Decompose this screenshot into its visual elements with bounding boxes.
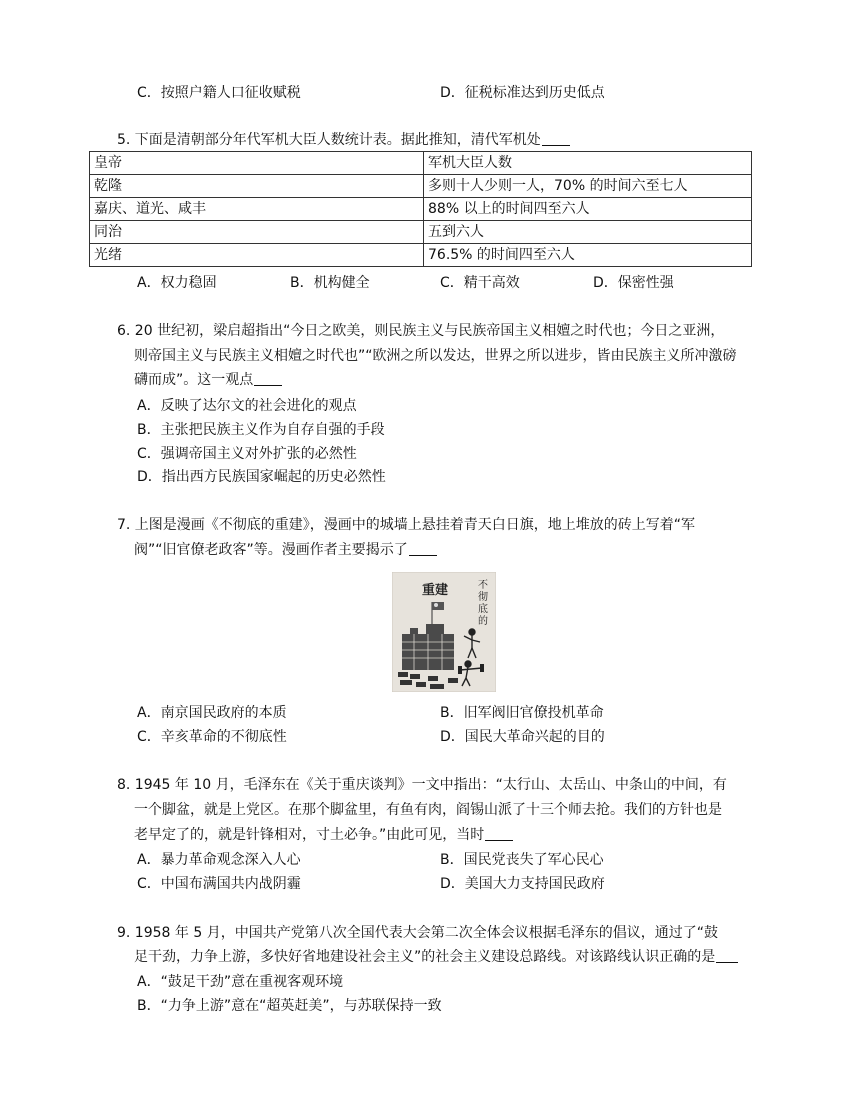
- table-header-cell: 军机大臣人数: [424, 152, 752, 175]
- table-header-row: [90, 152, 752, 175]
- answer-blank: [716, 948, 738, 963]
- q5-option-d: D．保密性强: [593, 275, 674, 291]
- q6-option-b: B．主张把民族主义作为自存自强的手段: [137, 422, 385, 438]
- table-row: [90, 221, 752, 244]
- q9-stem-line1: 9. 1958 年 5 月，中国共产党第八次全国代表大会第二次全体会议根据毛泽东的倡议，通过了“鼓: [117, 925, 718, 941]
- answer-blank: [485, 826, 513, 841]
- q9-option-a: A．“鼓足干劲”意在重视客观环境: [137, 974, 344, 990]
- q5-stem: 5. 下面是清朝部分年代军机大臣人数统计表。据此推知，清代军机处: [117, 131, 570, 149]
- q8-option-a: A．暴力革命观念深入人心: [137, 852, 301, 868]
- cartoon-title-side: 不彻底的: [478, 580, 488, 627]
- q6-stem-line3: 礴而成”。这一观点: [134, 371, 282, 389]
- table-cell: 同治: [90, 221, 424, 244]
- q7-stem-line2: 阀”“旧官僚老政客”等。漫画作者主要揭示了: [134, 541, 437, 559]
- q6-stem-line1: 6. 20 世纪初，梁启超指出“今日之欧美，则民族主义与民族帝国主义相嬗之时代也；今日之亚洲，: [117, 323, 725, 339]
- q7-option-a: A．南京国民政府的本质: [137, 705, 287, 721]
- table-cell: 乾隆: [90, 175, 424, 198]
- answer-blank: [409, 541, 437, 556]
- cartoon-title-main: 重建: [422, 583, 449, 598]
- table-header-cell: 皇帝: [90, 152, 424, 175]
- q8-option-c: C．中国布满国共内战阴霾: [137, 876, 301, 892]
- q4-option-d: D．征税标准达到历史低点: [440, 85, 605, 101]
- q5-option-a: A．权力稳固: [137, 275, 217, 291]
- table-cell: 88% 以上的时间四至六人: [424, 198, 752, 221]
- q9-option-b: B．“力争上游”意在“超英赶美”，与苏联保持一致: [137, 998, 442, 1014]
- answer-blank: [542, 131, 570, 146]
- table-row: [90, 175, 752, 198]
- q8-option-d: D．美国大力支持国民政府: [440, 876, 605, 892]
- q8-stem-line1: 8. 1945 年 10 月，毛泽东在《关于重庆谈判》一文中指出：“太行山、太岳山、中条山的中间，有: [117, 777, 727, 793]
- q5-option-c: C．精干高效: [440, 275, 520, 291]
- q6-option-a: A．反映了达尔文的社会进化的观点: [137, 398, 357, 414]
- q7-stem-line1: 7. 上图是漫画《不彻底的重建》，漫画中的城墙上悬挂着青天白日旗，地上堆放的砖上写着“军: [117, 517, 696, 533]
- q8-stem-line2: 一个脚盆，就是上党区。在那个脚盆里，有鱼有肉，阎锡山派了十三个师去抢。我们的方针也是: [134, 802, 722, 818]
- table-row: [90, 198, 752, 221]
- minister-count-table: [89, 151, 752, 267]
- table-cell: 嘉庆、道光、咸丰: [90, 198, 424, 221]
- table-cell: 光绪: [90, 244, 424, 267]
- q5-option-b: B．机构健全: [290, 275, 370, 291]
- q7-option-c: C．辛亥革命的不彻底性: [137, 729, 287, 745]
- table-cell: 76.5% 的时间四至六人: [424, 244, 752, 267]
- q8-stem-line3: 老早定了的，就是针锋相对，寸土必争。”由此可见，当时: [134, 826, 513, 844]
- table-cell: 五到六人: [424, 221, 752, 244]
- cartoon-image: [392, 572, 496, 692]
- q7-option-d: D．国民大革命兴起的目的: [440, 729, 605, 745]
- q8-option-b: B．国民党丧失了军心民心: [440, 852, 604, 868]
- q9-stem-line2: 足干劲，力争上游，多快好省地建设社会主义”的社会主义建设总路线。对该路线认识正确的是: [134, 948, 738, 966]
- table-row: [90, 244, 752, 267]
- q4-option-c: C．按照户籍人口征收赋税: [137, 85, 301, 101]
- q6-option-c: C．强调帝国主义对外扩张的必然性: [137, 446, 357, 462]
- q6-stem-line2: 则帝国主义与民族主义相嬗之时代也”“欧洲之所以发达，世界之所以进步，皆由民族主义所冲激磅: [134, 348, 737, 364]
- answer-blank: [254, 371, 282, 386]
- q7-option-b: B．旧军阀旧官僚投机革命: [440, 705, 604, 721]
- table-cell: 多则十人少则一人，70% 的时间六至七人: [424, 175, 752, 198]
- q6-option-d: D．指出西方民族国家崛起的历史必然性: [137, 469, 386, 485]
